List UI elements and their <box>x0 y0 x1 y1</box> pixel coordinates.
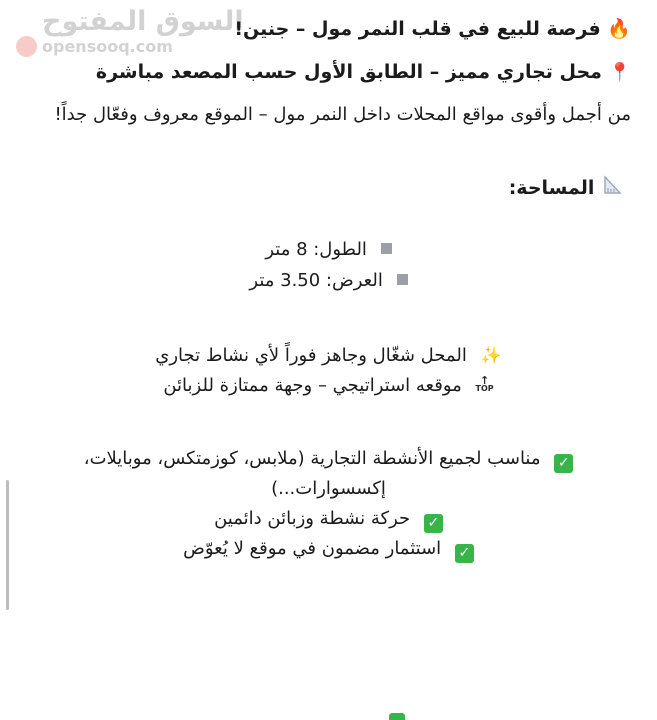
sparkles-icon: ✨ <box>480 345 502 366</box>
checklist-item <box>26 444 631 504</box>
headline-secondary <box>26 57 631 88</box>
spacer <box>26 129 631 173</box>
area-section-label: المساحة: <box>508 176 595 199</box>
ruler-icon <box>601 174 623 206</box>
listing-description <box>0 14 657 564</box>
checklist-item-text: حركة نشطة وزبائن دائمين <box>214 508 411 530</box>
highlight-item <box>26 341 631 371</box>
highlight-item-text: المحل شغّال وجاهز فوراً لأي نشاط تجاري <box>155 344 467 366</box>
spacer <box>26 400 631 444</box>
spacer <box>26 205 631 235</box>
area-section-title <box>26 173 631 206</box>
highlight-item-text: موقعه استراتيجي – وجهة ممتازة للزبائن <box>163 374 462 396</box>
top-arrow-icon: ↑ TOP <box>475 373 494 393</box>
check-mark-icon-partial <box>389 713 405 720</box>
location-pin-icon: 📍 <box>608 61 631 83</box>
listing-description-text: من أجمل وأقوى مواقع المحلات داخل النمر مول – الموقع معروف وفعّال جداً! <box>54 103 631 125</box>
area-item-text: الطول: 8 متر <box>265 239 367 261</box>
bullet-square-icon <box>381 243 392 254</box>
area-item <box>26 235 631 266</box>
fire-icon: 🔥 <box>607 18 631 40</box>
watermark-arabic-text: السوق المفتوح <box>42 6 244 37</box>
checklist-item <box>26 504 631 534</box>
headline-primary-text: فرصة للبيع في قلب النمر مول – جنين! <box>234 18 601 40</box>
checklist-item-text: مناسب لجميع الأنشطة التجارية (ملابس، كوزمتكس، موبايلات، إكسسوارات...) <box>83 448 541 500</box>
check-mark-icon: ✓ <box>424 514 443 533</box>
checklist-item-text: استثمار مضمون في موقع لا يُعوّض <box>183 538 442 560</box>
bullet-square-icon <box>397 274 408 285</box>
spacer <box>26 47 631 57</box>
area-item-text: العرض: 3.50 متر <box>249 270 383 292</box>
spacer <box>26 297 631 341</box>
headline-secondary-text: محل تجاري مميز – الطابق الأول حسب المصعد مباشرة <box>95 60 602 83</box>
check-mark-icon: ✓ <box>554 454 573 473</box>
next-checklist-item-partial <box>0 714 657 720</box>
highlight-item <box>26 371 631 401</box>
headline-primary <box>26 14 631 45</box>
watermark-latin-text: opensooq.com <box>42 37 173 56</box>
check-mark-icon: ✓ <box>455 544 474 563</box>
spacer <box>26 90 631 100</box>
checklist-item <box>26 534 631 564</box>
area-item <box>26 266 631 297</box>
